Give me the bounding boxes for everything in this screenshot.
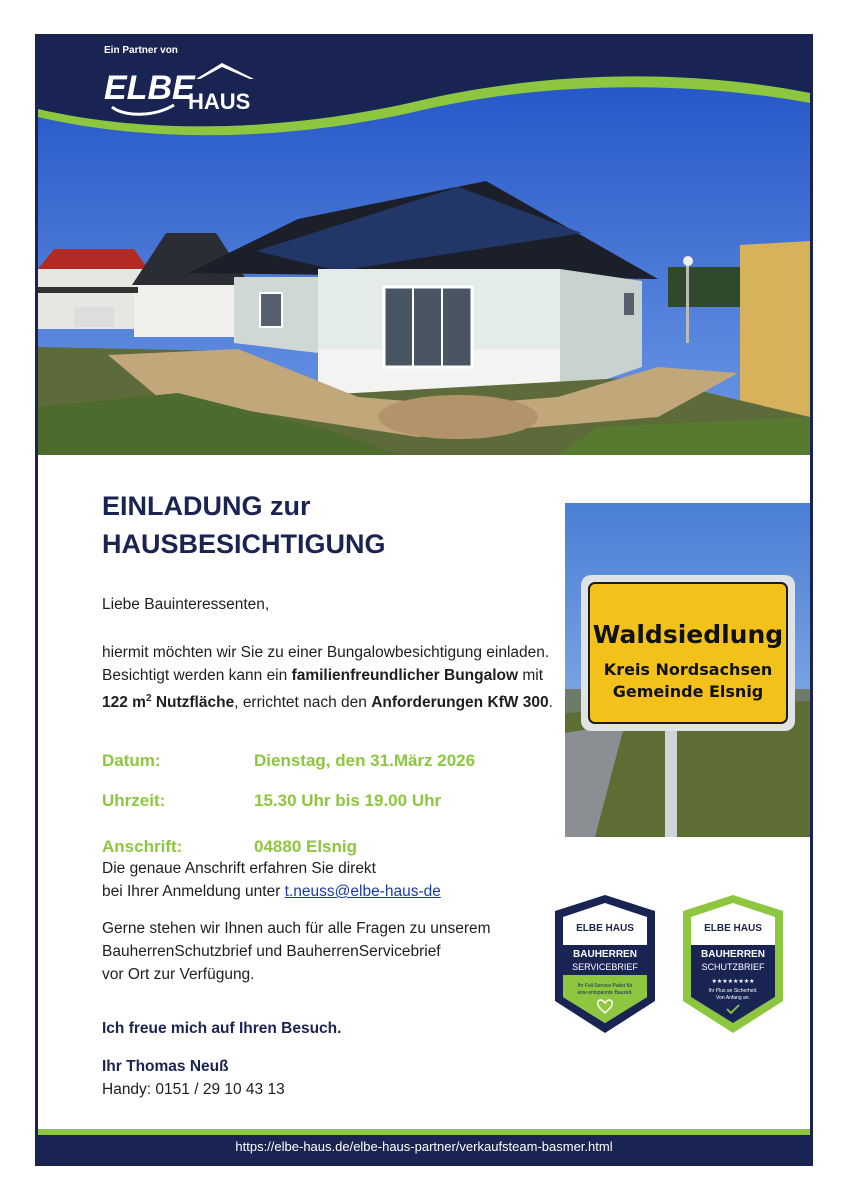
intro-text-4: . <box>548 694 553 712</box>
elbe-haus-logo[interactable] <box>104 57 274 119</box>
signature-block <box>102 1055 285 1101</box>
schutz-title-2: SCHUTZBRIEF <box>701 962 765 972</box>
address-note-line-2 <box>102 880 441 903</box>
intro-paragraph <box>102 641 562 714</box>
closing-line: Ich freue mich auf Ihren Besuch. <box>102 1020 342 1037</box>
title-line-2: HAUSBESICHTIGUNG <box>102 529 386 559</box>
schutz-title-1: BAUHERREN <box>701 949 765 960</box>
servicebrief-badge[interactable] <box>551 893 659 1035</box>
sign-line-1: Waldsiedlung <box>592 620 784 649</box>
address-note <box>102 857 441 903</box>
intro-text-3: , errichtet nach den <box>234 694 372 712</box>
partner-text: Ein Partner von <box>104 45 178 56</box>
date-label: Datum: <box>102 751 161 770</box>
logo-text-right: HAUS <box>188 89 251 114</box>
address-label: Anschrift: <box>102 837 183 856</box>
time-label: Uhrzeit: <box>102 791 166 810</box>
email-link[interactable]: t.neuss@elbe-haus-de <box>284 883 441 900</box>
roof-icon <box>196 63 254 79</box>
footer-bar <box>38 1129 810 1163</box>
intro-bold-4: Anforderungen KfW 300 <box>371 694 549 712</box>
questions-line-2: BauherrenSchutzbrief und BauherrenServicebrief <box>102 943 441 960</box>
flyer-frame <box>35 34 813 1166</box>
intro-sup: 2 <box>145 693 152 704</box>
town-sign-photo <box>565 503 811 837</box>
service-sub-1: Ihr Full-Service Paket für <box>577 983 633 989</box>
schutz-sub-2: Von Anfang an. <box>716 995 750 1001</box>
schutzbrief-badge[interactable] <box>679 893 787 1035</box>
intro-bold-3: Nutzfläche <box>151 694 235 712</box>
signature-phone: Handy: 0151 / 29 10 43 13 <box>102 1081 285 1098</box>
time-value: 15.30 Uhr bis 19.00 Uhr <box>254 791 442 810</box>
address-note-line-1: Die genaue Anschrift erfahren Sie direkt <box>102 860 376 877</box>
address-note-prefix: bei Ihrer Anmeldung unter <box>102 883 285 900</box>
questions-paragraph <box>102 917 552 986</box>
service-title-1: BAUHERREN <box>573 949 637 960</box>
schutz-sub-1: Ihr Plus an Sicherheit. <box>708 988 758 994</box>
date-value: Dienstag, den 31.März 2026 <box>254 751 476 770</box>
footer-green-line <box>38 1129 810 1135</box>
intro-bold-1: familienfreundlicher Bungalow <box>291 667 519 684</box>
service-title-2: SERVICEBRIEF <box>572 962 638 972</box>
stars-icon: ★★★★★★★★ <box>711 978 755 985</box>
sign-line-2: Kreis Nordsachsen <box>603 660 773 679</box>
logo-text-left: ELBE <box>104 69 195 107</box>
intro-bold-area: 122 m <box>102 694 146 712</box>
service-sub-2: eine entspannte Bauzeit. <box>577 990 633 996</box>
footer-url-link[interactable]: https://elbe-haus.de/elbe-haus-partner/verkaufsteam-basmer.html <box>235 1139 613 1154</box>
service-logo: ELBE HAUS <box>576 923 634 934</box>
page-title <box>102 487 386 563</box>
address-value: 04880 Elsnig <box>254 837 358 856</box>
title-line-1: EINLADUNG zur <box>102 491 311 521</box>
sign-line-3: Gemeinde Elsnig <box>612 682 764 701</box>
schutz-logo: ELBE HAUS <box>704 923 762 934</box>
greeting: Liebe Bauinteressenten, <box>102 596 270 613</box>
intro-text-1: hiermit möchten wir Sie zu einer Bungalowbesichtigung einladen. Besichtigt werden kann ein <box>102 644 550 684</box>
intro-text-2: mit <box>518 667 544 684</box>
questions-line-3: vor Ort zur Verfügung. <box>102 966 255 983</box>
questions-line-1: Gerne stehen wir Ihnen auch für alle Fragen zu unserem <box>102 920 491 937</box>
signature-name: Ihr Thomas Neuß <box>102 1058 229 1075</box>
